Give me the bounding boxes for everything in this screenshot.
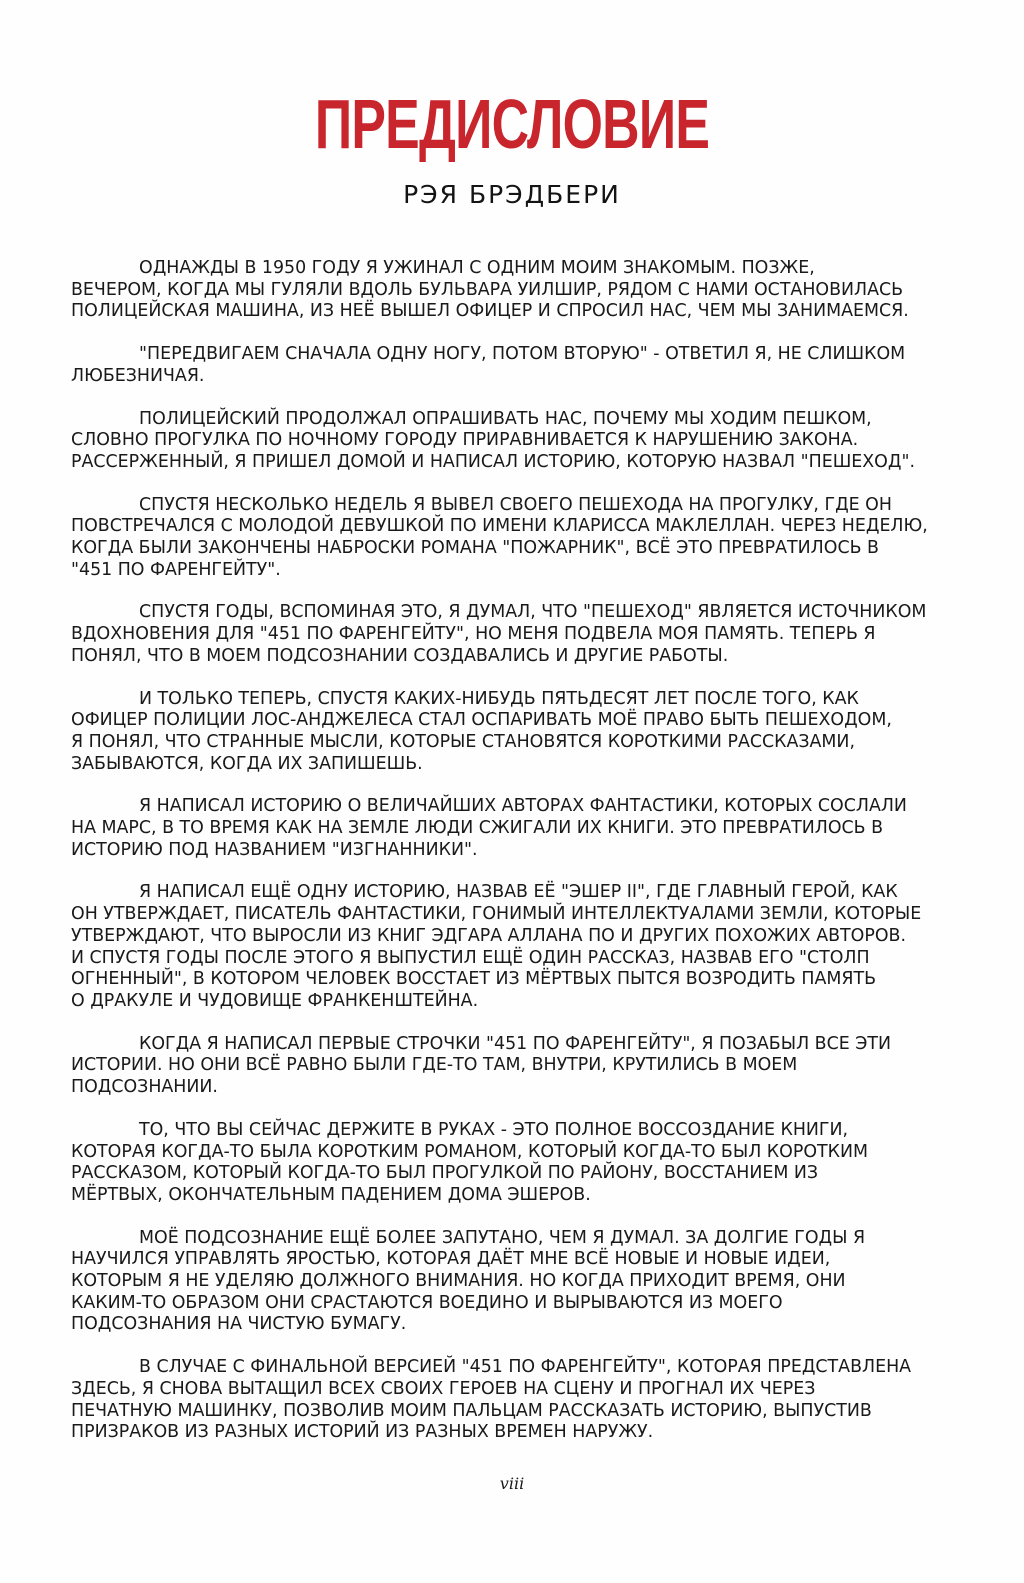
paragraph: "ПЕРЕДВИГАЕМ СНАЧАЛА ОДНУ НОГУ, ПОТОМ ВТОРУЮ" - ОТВЕТИЛ Я, НЕ СЛИШКОМ ЛЮБЕЗНИЧАЯ. — [71, 344, 906, 386]
paragraph: ПОЛИЦЕЙСКИЙ ПРОДОЛЖАЛ ОПРАШИВАТЬ НАС, ПОЧЕМУ МЫ ХОДИМ ПЕШКОМ, СЛОВНО ПРОГУЛКА ПО НОЧНОМУ ГОРОДУ ПРИРАВНИВАЕТСЯ К НАРУШЕНИЮ ЗАКОНА. РАССЕРЖЕННЫЙ, Я ПРИШЕЛ ДОМОЙ И НАПИСАЛ ИСТОРИЮ, КОТОРУЮ НАЗВАЛ "ПЕШЕХОД". — [71, 408, 915, 472]
foreword-body — [71, 258, 971, 1465]
paragraph: СПУСТЯ ГОДЫ, ВСПОМИНАЯ ЭТО, Я ДУМАЛ, ЧТО "ПЕШЕХОД" ЯВЛЯЕТСЯ ИСТОЧНИКОМ ВДОХНОВЕНИЯ ДЛЯ "451 ПО ФАРЕНГЕЙТУ", НО МЕНЯ ПОДВЕЛА МОЯ ПАМЯТЬ. ТЕПЕРЬ Я ПОНЯЛ, ЧТО В МОЕМ ПОДСОЗНАНИИ СОЗДАВАЛИСЬ И ДРУГИЕ РАБОТЫ. — [71, 602, 927, 666]
paragraph: ТО, ЧТО ВЫ СЕЙЧАС ДЕРЖИТЕ В РУКАХ - ЭТО ПОЛНОЕ ВОССОЗДАНИЕ КНИГИ, КОТОРАЯ КОГДА-ТО БЫЛА КОРОТКИМ РОМАНОМ, КОТОРЫЙ КОГДА-ТО БЫЛ КОРОТКИМ РАССКАЗОМ, КОТОРЫЙ КОГДА-ТО БЫЛ ПРОГУЛКОЙ ПО РАЙОНУ, ВОССТАНИЕМ ИЗ МЁРТВЫХ, ОКОНЧАТЕЛЬНЫМ ПАДЕНИЕМ ДОМА ЭШЕРОВ. — [71, 1119, 869, 1205]
page-number: viii — [499, 1474, 525, 1493]
paragraph: Я НАПИСАЛ ИСТОРИЮ О ВЕЛИЧАЙШИХ АВТОРАХ ФАНТАСТИКИ, КОТОРЫХ СОСЛАЛИ НА МАРС, В ТО ВРЕМЯ КАК НА ЗЕМЛЕ ЛЮДИ СЖИГАЛИ ИХ КНИГИ. ЭТО ПРЕВРАТИЛОСЬ В ИСТОРИЮ ПОД НАЗВАНИЕМ "ИЗГНАННИКИ". — [71, 796, 907, 860]
paragraph: КОГДА Я НАПИСАЛ ПЕРВЫЕ СТРОЧКИ "451 ПО ФАРЕНГЕЙТУ", Я ПОЗАБЫЛ ВСЕ ЭТИ ИСТОРИИ. НО ОНИ ВСЁ РАВНО БЫЛИ ГДЕ-ТО ТАМ, ВНУТРИ, КРУТИЛИСЬ В МОЕМ ПОДСОЗНАНИИ. — [71, 1033, 892, 1098]
paragraph: ОДНАЖДЫ В 1950 ГОДУ Я УЖИНАЛ С ОДНИМ МОИМ ЗНАКОМЫМ. ПОЗЖЕ, ВЕЧЕРОМ, КОГДА МЫ ГУЛЯЛИ ВДОЛЬ БУЛЬВАРА УИЛШИР, РЯДОМ С НАМИ ОСТАНОВИЛАСЬ ПОЛИЦЕЙСКАЯ МАШИНА, ИЗ НЕЁ ВЫШЕЛ ОФИЦЕР И СПРОСИЛ НАС, ЧЕМ МЫ ЗАНИМАЕМСЯ. — [71, 258, 909, 322]
page-title: ПРЕДИСЛОВИЕ — [314, 85, 710, 163]
paragraph: МОЁ ПОДСОЗНАНИЕ ЕЩЁ БОЛЕЕ ЗАПУТАНО, ЧЕМ Я ДУМАЛ. ЗА ДОЛГИЕ ГОДЫ Я НАУЧИЛСЯ УПРАВЛЯТЬ ЯРОСТЬЮ, КОТОРАЯ ДАЁТ МНЕ ВСЁ НОВЫЕ И НОВЫЕ ИДЕИ, КОТОРЫМ Я НЕ УДЕЛЯЮ ДОЛЖНОГО ВНИМАНИЯ. НО КОГДА ПРИХОДИТ ВРЕМЯ, ОНИ КАКИМ-ТО ОБРАЗОМ ОНИ СРАСТАЮТСЯ ВОЕДИНО И ВЫРЫВАЮТСЯ ИЗ МОЕГО ПОДСОЗНАНИЯ НА ЧИСТУЮ БУМАГУ. — [71, 1227, 866, 1335]
paragraph: Я НАПИСАЛ ЕЩЁ ОДНУ ИСТОРИЮ, НАЗВАВ ЕЁ "ЭШЕР II", ГДЕ ГЛАВНЫЙ ГЕРОЙ, КАК ОН УТВЕРЖДАЕТ, ПИСАТЕЛЬ ФАНТАСТИКИ, ГОНИМЫЙ ИНТЕЛЛЕКТУАЛАМИ ЗЕМЛИ, КОТОРЫЕ УТВЕРЖДАЮТ, ЧТО ВЫРОСЛИ ИЗ КНИГ ЭДГАРА АЛЛАНА ПО И ДРУГИХ ПОХОЖИХ АВТОРОВ. И СПУСТЯ ГОДЫ ПОСЛЕ ЭТОГО Я ВЫПУСТИЛ ЕЩЁ ОДИН РАССКАЗ, НАЗВАВ ЕГО "СТОЛП ОГНЕННЫЙ", В КОТОРОМ ЧЕЛОВЕК ВОССТАЕТ ИЗ МЁРТВЫХ ПЫТСЯ ВОЗРОДИТЬ ПАМЯТЬ О ДРАКУЛЕ И ЧУДОВИЩЕ ФРАНКЕНШТЕЙНА. — [71, 882, 922, 1011]
paragraph: СПУСТЯ НЕСКОЛЬКО НЕДЕЛЬ Я ВЫВЕЛ СВОЕГО ПЕШЕХОДА НА ПРОГУЛКУ, ГДЕ ОН ПОВСТРЕЧАЛСЯ С МОЛОДОЙ ДЕВУШКОЙ ПО ИМЕНИ КЛАРИССА МАКЛЕЛЛАН. ЧЕРЕЗ НЕДЕЛЮ, КОГДА БЫЛИ ЗАКОНЧЕНЫ НАБРОСКИ РОМАНА "ПОЖАРНИК", ВСЁ ЭТО ПРЕВРАТИЛОСЬ В "451 ПО ФАРЕНГЕЙТУ". — [71, 494, 928, 580]
paragraph: В СЛУЧАЕ С ФИНАЛЬНОЙ ВЕРСИЕЙ "451 ПО ФАРЕНГЕЙТУ", КОТОРАЯ ПРЕДСТАВЛЕНА ЗДЕСЬ, Я СНОВА ВЫТАЩИЛ ВСЕХ СВОИХ ГЕРОЕВ НА СЦЕНУ И ПРОГНАЛ ИХ ЧЕРЕЗ ПЕЧАТНУЮ МАШИНКУ, ПОЗВОЛИВ МОИМ ПАЛЬЦАМ РАССКАЗАТЬ ИСТОРИЮ, ВЫПУСТИВ ПРИЗРАКОВ ИЗ РАЗНЫХ ИСТОРИЙ ИЗ РАЗНЫХ ВРЕМЕН НАРУЖУ. — [71, 1357, 912, 1443]
paragraph: И ТОЛЬКО ТЕПЕРЬ, СПУСТЯ КАКИХ-НИБУДЬ ПЯТЬДЕСЯТ ЛЕТ ПОСЛЕ ТОГО, КАК ОФИЦЕР ПОЛИЦИИ ЛОС-АНДЖЕЛЕСА СТАЛ ОСПАРИВАТЬ МОЁ ПРАВО БЫТЬ ПЕШЕХОДОМ, Я ПОНЯЛ, ЧТО СТРАННЫЕ МЫСЛИ, КОТОРЫЕ СТАНОВЯТСЯ КОРОТКИМИ РАССКАЗАМИ, ЗАБЫВАЮТСЯ, КОГДА ИХ ЗАПИШЕШЬ. — [71, 688, 892, 774]
author-subtitle: РЭЯ БРЭДБЕРИ — [403, 180, 621, 209]
